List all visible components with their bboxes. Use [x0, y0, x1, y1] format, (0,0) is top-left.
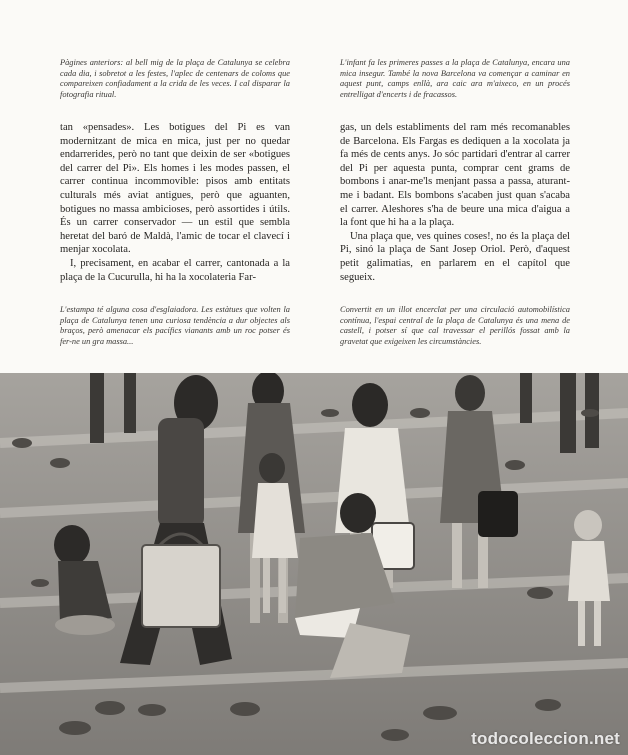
body-paragraph: tan «pensades». Les botigues del Pi es van modernitzant de mica en mica, just per no quedar endarrerides, però no tant que deixin de ser «botigues del carrer del Pi». Els homes i les modes passen, el carrer continua incommovible: pisos amb entitats culturals més aviat antigues, però que aguanten, botigues no massa ambicioses, però assortides i útils. És un carrer conservador — un estil que sembla heretat del baró de Maldà, l'amic de tocar el clavecí i menjar xocolata. — [60, 122, 290, 256]
body-paragraph: Una plaça que, ves quines coses!, no és la plaça del Pi, sinó la plaça de Sant Josep Oriol. Però, d'aquest petit galimatias, en parlarem en el capítol que segueix. — [340, 230, 570, 283]
body-paragraph: I, precisament, en acabar el carrer, cantonada a la plaça de la Cucurulla, hi ha la xocolateria Far- — [60, 257, 290, 283]
caption-bottom-left: L'estampa té alguna cosa d'esglaiadora. Les estàtues que volten la plaça de Catalunya tenen una curiosa tendència a dur objectes als braços, però amenacar els pacífics vianants amb un roc potser és fer-ne un gra massa... — [60, 305, 290, 346]
body-column-left — [60, 121, 290, 284]
photo-illustration — [0, 373, 628, 755]
watermark-suffix: .net — [588, 729, 620, 748]
plaza-photograph — [0, 373, 628, 755]
caption-bottom-right: Convertit en un illot encerclat per una circulació automobilística contínua, l'espai central de la plaça de Catalunya és una mena de castell, i potser sí que cal travessar el perillós fossat amb la gravetat que exigeixen les circumstàncies. — [340, 305, 570, 346]
watermark-logo — [471, 729, 620, 749]
caption-top-left: Pàgines anteriors: al bell mig de la plaça de Catalunya se celebra cada dia, i sobretot a les festes, l'aplec de centenars de coloms que compareixen confiadament a la crida de les veces. I cal disparar la fotografia ritual. — [60, 58, 290, 99]
watermark-text: todocoleccion — [471, 729, 589, 748]
caption-top-right: L'infant fa les primeres passes a la plaça de Catalunya, encara una mica insegur. També la nova Barcelona va començar a caminar en aquest punt, camps enllà, ara caic ara m'aixeco, en un procés entrelligat d'encerts i de fracassos. — [340, 58, 570, 99]
body-column-right — [340, 121, 570, 284]
body-paragraph: gas, un dels establiments del ram més recomanables de Barcelona. Els Fargas es dediquen a la xocolata ja fa més de cents anys. Jo sóc partidari d'entrar al carrer del Pi per aquesta punta, comprar cent grams de bombons i anar-me'ls menjant passa a passa, aturant-me i badant. Els bombons s'acaben just quan s'acaba el carrer. Aleshores s'ha de beure una mica d'aigua a la font que hi ha a la plaça. — [340, 122, 570, 229]
